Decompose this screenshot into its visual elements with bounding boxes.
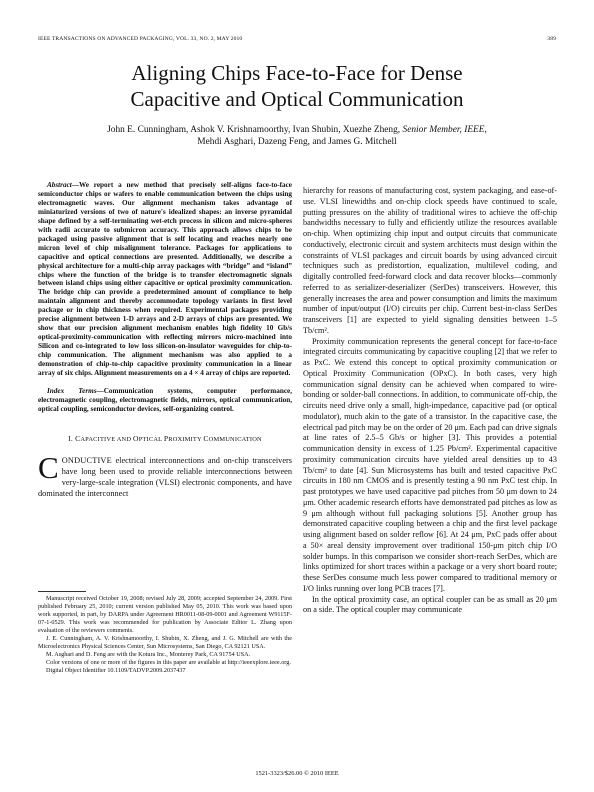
index-terms-text: —Communication systems, computer performance, electromagnetic coupling, electromagnetic fields, mirrors, optical communication, optical coupling, semiconductor devices, self-organizing control.	[38, 386, 292, 413]
footnote-color-versions: Color versions of one or more of the figures in this paper are available at http://ieeexplore.ieee.org.	[46, 659, 291, 666]
section-title-c: C	[75, 433, 81, 443]
authors-comma: ,	[484, 125, 487, 135]
footnote-affiliation-kotura: M. Asghari and D. Feng are with the Kotura Inc., Monterey Park, CA 91754 USA.	[46, 651, 251, 658]
journal-header: IEEE TRANSACTIONS ON ADVANCED PACKAGING, VOL. 33, NO. 2, MAY 2010	[38, 36, 243, 42]
title-line-2: Capacitive and Optical Communication	[130, 87, 464, 111]
footnotes	[38, 591, 292, 675]
section-numeral: I.	[68, 433, 76, 443]
page-number: 389	[547, 36, 556, 42]
authors-names-1: John E. Cunningham, Ashok V. Krishnamoorthy, Ivan Shubin, Xuezhe Zheng,	[107, 125, 403, 135]
abstract	[38, 181, 292, 378]
body-paragraph: Proximity communication represents the general concept for face-to-face integrated circuits communicating by capacitive coupling [2] that we refer to as PxC. We extend this concept to optical proximity communication or Optical Proximity Communication (OPxC). In both cases, very high communication signal density can be achieved when compared to wire-bonding or solder-ball connections. In addition, to communicate off-chip, the circuits need drive only a small, high-impedance, capacitive pad (or optical modulator), much akin to the gate of a transistor. In the capacitive case, the electrical pad pitch may be on the order of 20 μm. Each pad can drive signals at line rates of 2.5–5 Gb/s or higher [3]. This provides a potential communication density in excess of 1.25 Pb/cm². Experimental capacitive proximity communication circuits have yielded areal densities up to 43 Tb/cm² to date [4]. Sun Microsystems has built and tested capacitive PxC circuits in 180 nm CMOS and is presently testing a 90 nm PxC test chip. In past prototypes we have used capacitive pad pitches from 50 μm down to 24 μm. Other academic research efforts have demonstrated pad pitches as low as 9 μm although without full packaging solutions [5]. Another group has demonstrated capacitive coupling between a chip and the first level package using alignment based on solder reflow [6]. At 24 μm, PxC pads offer about a 50× areal density improvement over traditional 150-μm pitch chip I/O solder bumps. In this comparison we consider short-reach SerDes, which are links optimized for short traces within a package or a very short board route; these SerDes consume much less power compared to traditional memory or I/O links running over long PCB traces [7].	[303, 336, 557, 593]
paper-title	[40, 60, 554, 112]
section-title-c2: C	[203, 433, 209, 443]
member-grade: Senior Member, IEEE	[402, 125, 485, 135]
copyright-line: 1521-3323/$26.00 © 2010 IEEE	[255, 770, 339, 777]
abstract-text: —We report a new method that precisely self-aligns face-to-face semiconductor chips or wafers to enable communication between the chips using electromagnetic waves. Our alignment mechanism takes advantage of miniaturized versions of two of nature's idealized shapes: an inverse pyramidal shape defined by a self-terminating wet-etch process in silicon and micro-spheres with radii accurate to submicron accuracy. This approach allows chips to be packaged using passive alignment that is self locating and reaches nearly one micron level of chip misalignment tolerance. Packages for applications to capacitive and optical connections are presented. Additionally, we describe a physical architecture for a multi-chip array packages with “bridge” and “island” chips where the function of the bridge is to transfer electromagnetic signals between island chips using either capacitive or optical proximity communication. The bridge chip can provide a predetermined amount of compliance to help maintain alignment and thereby accommodate topology variants in first level package or in chip thickness when required. Experimental packages providing precise alignment between 1-D arrays and 2-D arrays of chips are presented. We show that our precision alignment mechanism enables high fidelity 10 Gb/s optical-proximity-communication with reflecting mirrors micro-machined into Silicon and co-integrated to low loss silicon-on-insulator waveguides for chip-to-chip communication. The alignment mechanism was also applied to a demonstration of chip-to-chip capacitive proximity communication in a linear array of six chips. Alignment measurements on a 4 × 4 array of chips are reported.	[38, 181, 292, 378]
body-paragraph: hierarchy for reasons of manufacturing cost, system packaging, and ease-of-use. VLSI linewidths and on-chip clock speeds have continued to scale, putting pressures on the ability of traditional wires to achieve the off-chip bandwidths necessary to fully and efficiently utilize the resources available on-chip. When optimizing chip input and output circuits that communicate conductively, electronic circuit and system architects must design within the constraints of VLSI packages and circuit boards by using advanced circuit techniques such as predistortion, equalization, multilevel coding, and digitally controlled feed-forward clock and data recover blocks—commonly referred to as serializer-deserializer (SerDes) transceivers. However, this generally increases the area and power consumption and limits the maximum number of input/output (I/O) circuits per chip. Current best-in-class SerDes transceivers [1] are expected to yield signaling densities between 1–5 Tb/cm².	[303, 186, 557, 335]
footnote-affiliation-sun: J. E. Cunningham, A. V. Krishnamoorthy, I. Shubin, X. Zheng, and J. G. Mitchell are with the Microelectronics Physical Sciences Center, Sun Microsystems, San Diego, CA 92121 USA.	[38, 635, 292, 650]
section-title-part-2: PTICAL	[138, 435, 164, 443]
section-heading	[38, 434, 292, 444]
intro-paragraph	[38, 450, 292, 499]
title-line-1: Aligning Chips Face-to-Face for Dense	[131, 61, 463, 85]
authors-line-1	[40, 124, 554, 136]
right-column	[303, 186, 557, 616]
running-header	[38, 36, 556, 42]
footnote-manuscript: Manuscript received October 19, 2008; revised July 28, 2009; accepted September 24, 2009. First published February 25, 2010; current version published May 05, 2010. This work was based upon work supported, in part, by DARPA under Agreement HR0011-08-09-0001 and Agreement W9115F-07-1-0529. This work was recommended for publication by Associate Editor L. Zhang upon evaluation of the reviewers comments.	[38, 595, 292, 634]
left-column	[38, 181, 292, 499]
section-title-o: O	[133, 433, 139, 443]
section-title-part-1: APACITIVE AND	[80, 435, 133, 443]
abstract-label: Abstract	[47, 181, 72, 189]
index-terms	[38, 387, 292, 414]
intro-lead-word: ONDUCTIVE	[61, 456, 112, 466]
footnote-rule	[38, 591, 86, 592]
body-paragraph: In the optical proximity case, an optical coupler can be as small as 20 μm on a side. The optical coupler may communicate	[303, 594, 557, 615]
authors-line-2: Mehdi Asghari, Dazeng Feng, and James G. Mitchell	[197, 137, 397, 147]
section-title-p: P	[163, 433, 169, 443]
drop-cap: C	[38, 450, 59, 486]
intro-text: electrical interconnections and on-chip transceivers have long been used to provide reliable interconnections between very-large-scale integration (VLSI) electronic components, and have dominated the interconnect	[38, 456, 292, 499]
section-title-part-3: ROXIMITY	[168, 435, 204, 443]
author-list	[40, 124, 554, 148]
section-title-part-4: OMMUNICATION	[208, 435, 262, 443]
footnote-doi: Digital Object Identifier 10.1109/TADVP.2009.2037437	[46, 667, 186, 674]
index-terms-label: Index Terms	[47, 386, 97, 395]
